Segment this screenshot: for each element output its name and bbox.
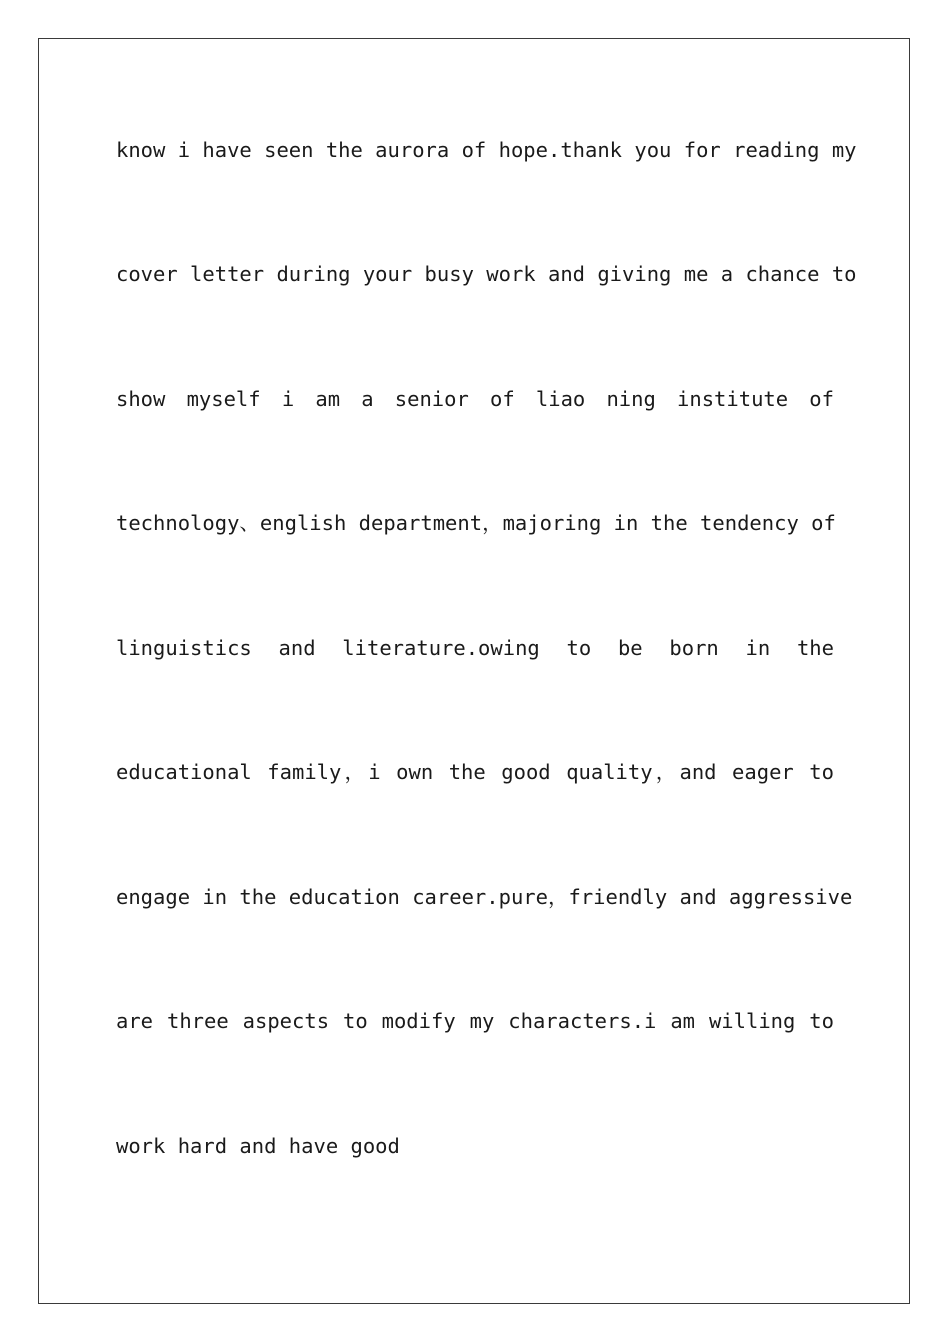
text-line-7: engage in the education career.pure，friendly and aggressive — [116, 885, 853, 909]
text-line-3: show myself i am a senior of liao ning institute of — [116, 387, 834, 411]
text-line-8: are three aspects to modify my characters.i am willing to — [116, 1009, 834, 1033]
text-line-5: linguistics and literature.owing to be born in the — [116, 636, 834, 660]
page-border — [38, 38, 910, 1304]
text-line-4: technology、english department，majoring in the tendency of — [116, 511, 836, 535]
text-line-6: educational family，i own the good quality，and eager to — [116, 760, 834, 784]
text-line-9: work hard and have good — [116, 1134, 400, 1158]
text-line-2: cover letter during your busy work and giving me a chance to — [116, 262, 857, 286]
text-line-1: know i have seen the aurora of hope.thank you for reading my — [116, 138, 857, 162]
